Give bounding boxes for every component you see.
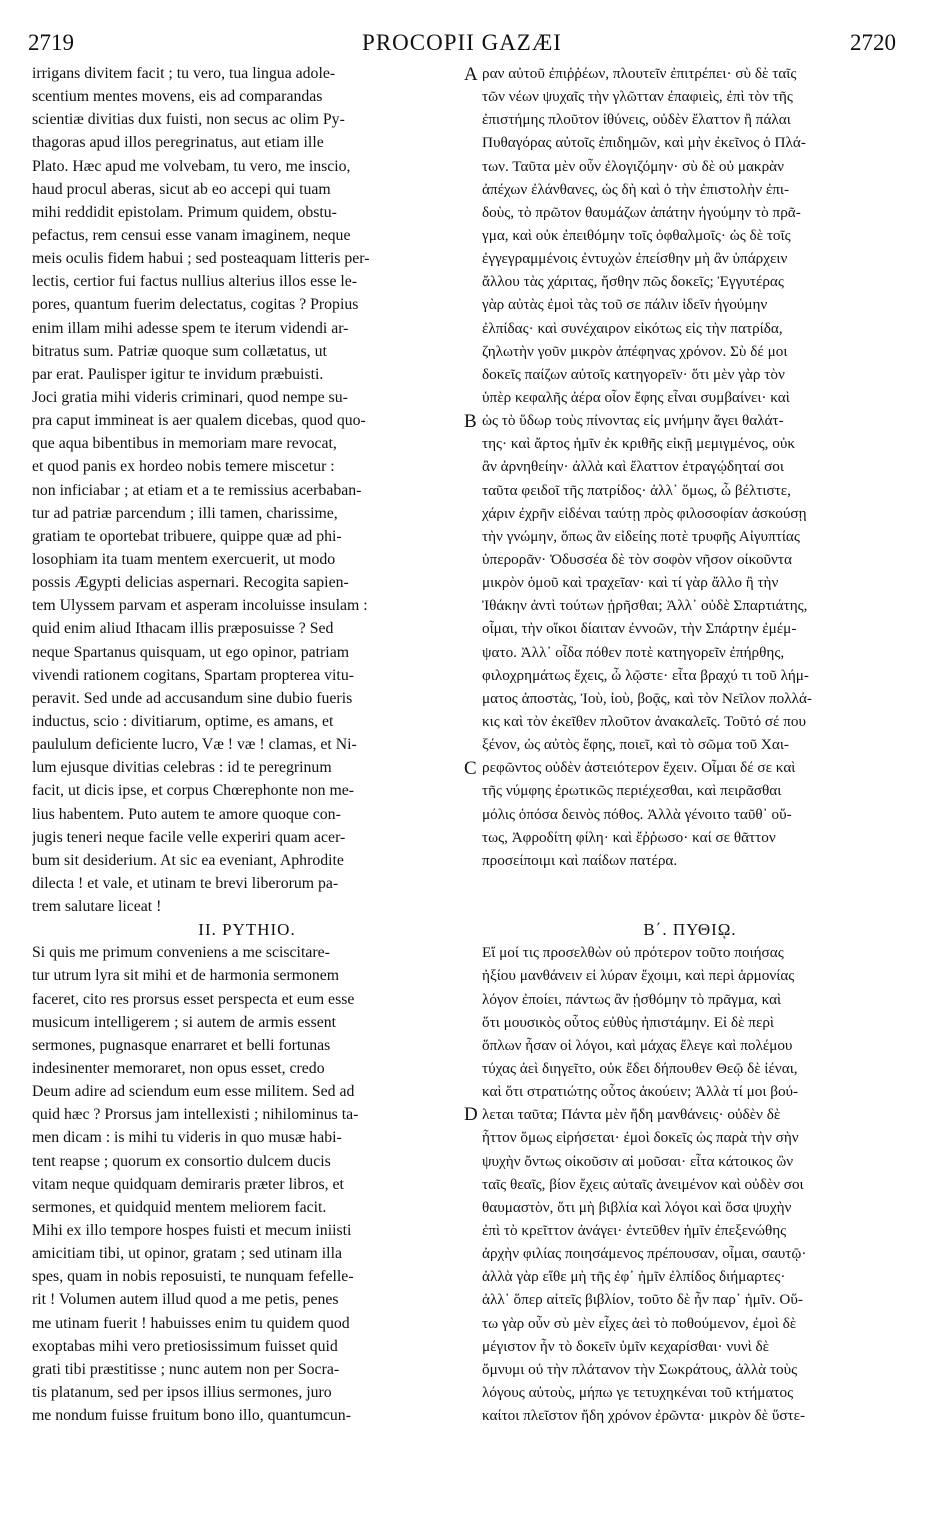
- text-line: Joci gratia mihi videris criminari, quod nempe su-: [32, 388, 348, 406]
- text-line: ὡς τὸ ὕδωρ τοὺς πίνοντας εἰς μνήμην ἄγει θαλάτ-: [482, 412, 784, 430]
- text-line: haud procul aberas, sicut ab eo accepi qui tuam: [32, 180, 331, 198]
- text-line: Mihi ex illo tempore hospes fuisti et mecum iniisti: [32, 1222, 352, 1240]
- text-line: ἐγγεγραμμένοις ἐντυχὼν ἐπείσθην μὴ ἂν ὑπάρχειν: [482, 250, 788, 268]
- text-line: ἄλλου τὰς χάριτας, ἤσθην πῶς δοκεῖς; Ἐγγυτέρας: [482, 273, 784, 291]
- text-line: κις καὶ τὸν ἐκεῖθεν πλοῦτον ἀνακαλεῖς. Τοῦτό σέ που: [482, 712, 806, 730]
- text-line: ψατο. Ἀλλ᾽ οἶδα πόθεν ποτὲ κατηγορεῖν ἐπήρθης,: [482, 643, 785, 661]
- margin-letter-c: C: [464, 758, 477, 779]
- margin-letter-b: B: [464, 411, 477, 432]
- text-line: δοκεῖς παίζων αὐτοῖς κατηγορεῖν· ὅτι μὲν γὰρ τὸν: [482, 365, 785, 383]
- text-line: lum ejusque divitias celebras : id te peregrinum: [32, 759, 332, 777]
- text-line: [482, 895, 898, 918]
- text-line: sermones, et quidquid mentem meliorem facit.: [32, 1198, 327, 1216]
- text-line: jugis teneri neque facile velle experiri quam acer-: [32, 828, 346, 846]
- greek-column: [482, 62, 898, 1427]
- text-line: mihi reddidit epistolam. Primum quidem, obstu-: [32, 203, 337, 221]
- text-line: τω γὰρ οὖν σὺ μὲν εἶχες ἀεὶ τὸ ποθούμενον, ἐμοὶ δὲ: [482, 1314, 797, 1332]
- text-line: grati tibi præstitisse ; nunc autem non per Socra-: [32, 1360, 340, 1378]
- text-line: tur ad patriæ parcendum ; illi tamen, charissime,: [32, 504, 338, 522]
- text-line: ζηλωτὴν γοῦν μικρὸν ἀπέφηνας χρόνον. Σὺ δέ μοι: [482, 342, 788, 360]
- text-line: neque Spartanus quisquam, ut ego opinor, patriam: [32, 643, 349, 661]
- text-line: ὑπὲρ κεφαλῆς ἀέρα οἷον ἔφης εἶναι συμβαίνει· καὶ: [482, 388, 790, 406]
- text-line: χάριν ἐχρῆν εἰδέναι ταύτῃ πρὸς φιλοσοφίαν ἀσκούσῃ: [482, 504, 807, 522]
- text-line: quid hæc ? Prorsus jam intellexisti ; nihilominus ta-: [32, 1106, 359, 1124]
- text-line: dilecta ! et vale, et utinam te brevi liberorum pa-: [32, 874, 339, 892]
- text-line: Ἰθάκην ἀντὶ τούτων ᾑρῆσθαι; Ἀλλ᾽ οὐδὲ Σπαρτιάτης,: [482, 597, 808, 615]
- text-line: ματος ἀποστὰς, Ἰοὺ, ἰοὺ, βοᾷς, καὶ τὸν Νεῖλον πολλά-: [482, 689, 812, 707]
- letter-title: II. PYTHIO.: [198, 920, 296, 940]
- text-line: ἀλλ᾽ ὅπερ αἰτεῖς βιβλίον, τοῦτο δὲ ἦν παρ᾽ ἡμῖν. Οὕ-: [482, 1291, 803, 1309]
- text-line: scentium mentes movens, eis ad comparandas: [32, 88, 323, 106]
- text-line: faceret, cito res prorsus esset perspecta et eum esse: [32, 990, 355, 1008]
- text-line: γὰρ αὐτὰς ἐμοὶ τὰς τοῦ σε πάλιν ἰδεῖν ἡγούμην: [482, 296, 768, 314]
- text-line: ὅτι μουσικὸς οὗτος εὐθὺς ἠπιστάμην. Εἰ δὲ περὶ: [482, 1013, 774, 1031]
- right-column-number: 2720: [850, 30, 896, 55]
- text-line: ταῖς θεαῖς, βίον ἔχεις αὐταῖς ἀνειμένον καὶ οὐδὲν σοι: [482, 1175, 804, 1193]
- text-line: δοὺς, τὸ πρῶτον θαυμάζων ἀπάτην ἡγούμην τὸ πρᾶ-: [482, 203, 801, 221]
- text-line: [482, 872, 898, 895]
- text-line: Deum adire ad sciendum eum esse militem. Sed ad: [32, 1083, 355, 1101]
- text-line: μικρὸν ὁμοῦ καὶ τραχεῖαν· καὶ τί γὰρ ἄλλο ἢ τὴν: [482, 574, 779, 592]
- running-title: PROCOPII GAZÆI: [362, 30, 562, 55]
- text-line: tis platanum, sed per ipsos illius sermones, juro: [32, 1384, 332, 1402]
- text-line: par erat. Paulisper igitur te invidum præbuisti.: [32, 365, 324, 383]
- text-line: bitratus sum. Patriæ quoque sum collætatus, ut: [32, 342, 327, 360]
- text-line: tur utrum lyra sit mihi et de harmonia sermonem: [32, 967, 340, 985]
- text-line: tent reapse ; quorum ex consortio dulcem ducis: [32, 1152, 331, 1170]
- text-line: rit ! Volumen autem illud quod a me petis, penes: [32, 1291, 339, 1309]
- text-line: ἐπὶ τὸ κρεῖττον ἀνάγει· ἐντεῦθεν ἡμῖν ἐπεξενώθης: [482, 1222, 787, 1240]
- text-line: Εἴ μοί τις προσελθὼν οὐ πρότερον τοῦτο ποιήσας: [482, 944, 784, 962]
- text-line: facit, ut dicis ipse, et corpus Chœrephonte non me-: [32, 782, 355, 800]
- text-line: ὅπλων ἦσαν οἱ λόγοι, καὶ μάχας ἔλεγε καὶ πολέμου: [482, 1036, 793, 1054]
- text-line: thagoras apud illos peregrinatus, aut etiam ille: [32, 134, 324, 152]
- text-line: sermones, pugnasque enarraret et belli fortunas: [32, 1036, 331, 1054]
- text-line: vivendi rationem cogitans, Spartam propterea vitu-: [32, 666, 354, 684]
- text-line: pores, quantum fuerim delectatus, cogitas ? Propius: [32, 296, 359, 314]
- text-line: pra caput immineat is aer qualem dicebas, quod quo-: [32, 412, 366, 430]
- text-line: irrigans divitem facit ; tu vero, tua lingua adole-: [32, 65, 336, 82]
- text-line: enim illam mihi adesse spem te iterum videndi ar-: [32, 319, 349, 337]
- text-line: lius habentem. Puto autem te amore quoque con-: [32, 805, 341, 823]
- text-line: καίτοι πλεῖστον ἤδη χρόνον ἐρῶντα· μικρὸν δὲ ὕστε-: [482, 1407, 806, 1425]
- text-line: inductus, scio : divitiarum, optime, es amans, et: [32, 712, 334, 730]
- text-line: ταῦτα φειδοῖ τῆς πατρίδος· ἀλλ᾽ ὅμως, ὦ βέλτιστε,: [482, 481, 791, 499]
- text-line: καὶ ὅτι στρατιώτης οὗτος ἀκούειν; Ἀλλὰ τί μοι βού-: [482, 1083, 799, 1101]
- text-line: Πυθαγόρας αὐτοῖς ἐπιδημῶν, καὶ μὴν ἐκεῖνος ὁ Πλά-: [482, 134, 806, 152]
- text-line: vitam neque quidquam demiraris præter libros, et: [32, 1175, 344, 1193]
- text-line: et quod panis ex hordeo nobis temere miscetur :: [32, 458, 335, 476]
- text-line: τὴν γνώμην, ὅπως ἂν εἰδείης ποτὲ τρυφῆς Αἰγυπτίας: [482, 527, 800, 545]
- text-line: ξένον, ὡς αὐτὸς ἔφης, ποιεῖ, καὶ τὸ σῶμα τοῦ Χαι-: [482, 736, 789, 754]
- text-line: ἧττον ὅμως εἰρήσεται· ἐμοὶ δοκεῖς ὡς παρὰ τὴν σὴν: [482, 1129, 799, 1147]
- left-column-number: 2719: [28, 30, 74, 55]
- text-line: ὄμνυμι οὐ τὴν πλάτανον τὴν Σωκράτους, ἀλλὰ τοὺς: [482, 1360, 798, 1378]
- text-line: amicitiam tibi, ut opinor, gratam ; sed utinam illa: [32, 1245, 342, 1263]
- text-line: men dicam : is mihi tu videris in quo musæ habi-: [32, 1129, 342, 1147]
- letter-title: Β΄. ΠΥΘΙῼ.: [643, 920, 737, 940]
- text-line: indesinenter memoraret, non opus esset, credo: [32, 1060, 325, 1078]
- text-line: trem salutare liceat !: [32, 898, 162, 916]
- text-line: ἀρχὴν φιλίας ποιησάμενος πρέπουσαν, οἶμαι, σαυτῷ·: [482, 1245, 807, 1263]
- text-line: quid enim aliud Ithacam illis præposuisse ? Sed: [32, 620, 334, 638]
- text-line: ἀπέχων ἐλάνθανες, ὡς δὴ καὶ ὁ τὴν ἐπιστολὴν ἐπι-: [482, 180, 790, 198]
- text-line: μέγιστον ἦν τὸ δοκεῖν ὑμῖν κεχαρίσθαι· νυνὶ δὲ: [482, 1337, 769, 1355]
- text-line: της· καὶ ἄρτος ἡμῖν ἐκ κριθῆς εἰκῇ μεμιγμένος, οὐκ: [482, 435, 795, 453]
- margin-letter-a: A: [464, 64, 478, 85]
- text-line: λεται ταῦτα; Πάντα μὲν ἤδη μανθάνεις· οὐδὲν δὲ: [482, 1106, 781, 1124]
- text-line: pefactus, rem censui esse vanam imaginem, neque: [32, 226, 351, 244]
- text-line: que aqua bibentibus in memoriam mare revocat,: [32, 435, 337, 453]
- text-line: λόγον ἐποίει, πάντως ἂν ᾐσθόμην τὸ πρᾶγμα, καὶ: [482, 990, 782, 1008]
- text-line: τως, Ἀφροδίτη φίλη· καὶ ἔῤῥωσο· καί σε θᾶττον: [482, 828, 776, 846]
- text-line: peravit. Sed unde ad accusandum sine dubio fueris: [32, 689, 353, 707]
- text-line: paululum deficiente lucro, Væ ! væ ! clamas, et Ni-: [32, 736, 357, 754]
- text-line: τῆς νύμφης ἐρωτικῶς περιέχεσθαι, καὶ πειρᾶσθαι: [482, 782, 782, 800]
- text-line: musicum intelligerem ; si autem de armis essent: [32, 1013, 337, 1031]
- text-line: losophiam ita tuam mentem exercuerit, ut modo: [32, 550, 336, 568]
- text-line: των. Ταῦτα μὲν οὖν ἐλογιζόμην· σὺ δὲ οὐ μακρὰν: [482, 157, 784, 175]
- text-line: possis Ægypti delicias aspernari. Recogita sapien-: [32, 574, 349, 592]
- text-line: ρεφῶντος οὐδὲν ἀστειότερον ἔχειν. Οἶμαι δέ σε καὶ: [482, 759, 796, 777]
- text-line: θαυμαστὸν, ὅτι μὴ βιβλία καὶ λόγοι καὶ ὅσα ψυχὴν: [482, 1198, 792, 1216]
- text-line: tem Ulyssem parvam et asperam incoluisse insulam :: [32, 597, 368, 615]
- text-line: ὑπερορᾶν· Ὀδυσσέα δὲ τὸν σοφὸν νῆσον οἰκοῦντα: [482, 550, 792, 568]
- text-line: me nondum fuisse fruitum bono illo, quantumcun-: [32, 1407, 351, 1425]
- text-line: ἠξίου μανθάνειν εἰ λύραν ἔχοιμι, καὶ περὶ ἁρμονίας: [482, 967, 795, 985]
- text-line: meis oculis fidem habui ; sed posteaquam litteris per-: [32, 250, 370, 268]
- margin-letter-d: D: [464, 1104, 478, 1125]
- text-line: scientiæ divitias dux fuisti, non secus ac olim Py-: [32, 111, 345, 129]
- text-line: ἀλλὰ γὰρ εἴθε μὴ τῆς ἐφ᾽ ἡμῖν ἐλπίδος διήμαρτες·: [482, 1268, 786, 1286]
- text-line: λόγους αὐτοὺς, μήπω γε τετυχηκέναι τοῦ κτήματος: [482, 1384, 794, 1402]
- text-line: bum sit desiderium. At sic ea eveniant, Aphrodite: [32, 851, 344, 869]
- text-line: τύχας ἀεὶ διηγεῖτο, οὐκ ἔδει δήπουθεν Θεῷ δὲ ἰέναι,: [482, 1060, 798, 1078]
- text-line: Plato. Hæc apud me volvebam, tu vero, me inscio,: [32, 157, 351, 175]
- page-header: [28, 30, 896, 66]
- text-line: τῶν νέων ψυχαῖς τὴν γλῶτταν ἐπαφιεὶς, ἐπὶ τὸν τῆς: [482, 88, 793, 106]
- text-line: Si quis me primum conveniens a me sciscitare-: [32, 944, 330, 962]
- text-line: spes, quam in nobis reposuisti, te nunquam fefelle-: [32, 1268, 354, 1286]
- text-line: exoptabas mihi vero pretiosissimum fuisset quid: [32, 1337, 338, 1355]
- text-line: φιλοχρημάτως ἔχεις, ὦ λῷστε· εἶτα βραχύ τι τοῦ λήμ-: [482, 666, 809, 684]
- text-line: non inficiabar ; at etiam et a te remissius acerbaban-: [32, 481, 362, 499]
- text-line: ἂν ἀρνηθείην· ἀλλὰ καὶ ἔλαττον ἐτραγῴδηταί σοι: [482, 458, 784, 476]
- text-line: lectis, certior fui factus nullius alterius illos esse le-: [32, 273, 358, 291]
- text-line: gratiam te oportebat tribuere, quippe quæ ad phi-: [32, 527, 342, 545]
- text-line: μόλις ὁπόσα δεινὸς πόθος. Ἀλλὰ γένοιτο ταῦθ᾽ οὕ-: [482, 805, 792, 823]
- text-line: ἐλπίδας· καὶ συνέχαιρον εἰκότως εἰς τὴν πατρίδα,: [482, 319, 783, 337]
- text-line: οἶμαι, τὴν οἴκοι δίαιταν ἐννοῶν, τὴν Σπάρτην ἐμέμ-: [482, 620, 797, 638]
- text-line: ραν αὐτοῦ ἐπιῤῥέων, πλουτεῖν ἐπιτρέπει· σὺ δὲ ταῖς: [482, 65, 797, 82]
- text-line: γμα, καὶ οὐκ ἐπειθόμην τοῖς ὀφθαλμοῖς· ὡς δὲ τοῖς: [482, 226, 791, 244]
- text-line: me utinam fuerit ! habuisses enim tu quidem quod: [32, 1314, 350, 1332]
- text-line: ψυχὴν ὄντως οἰκοῦσιν αἱ μοῦσαι· εἶτα κάτοικος ὢν: [482, 1152, 794, 1170]
- text-line: προσείποιμι καὶ παίδων πατέρα.: [482, 851, 678, 869]
- text-line: ἐπιστήμης πλοῦτον ἰθύνεις, οὐδὲν ἔλαττον ἢ πάλαι: [482, 111, 791, 129]
- latin-column: [32, 62, 462, 1427]
